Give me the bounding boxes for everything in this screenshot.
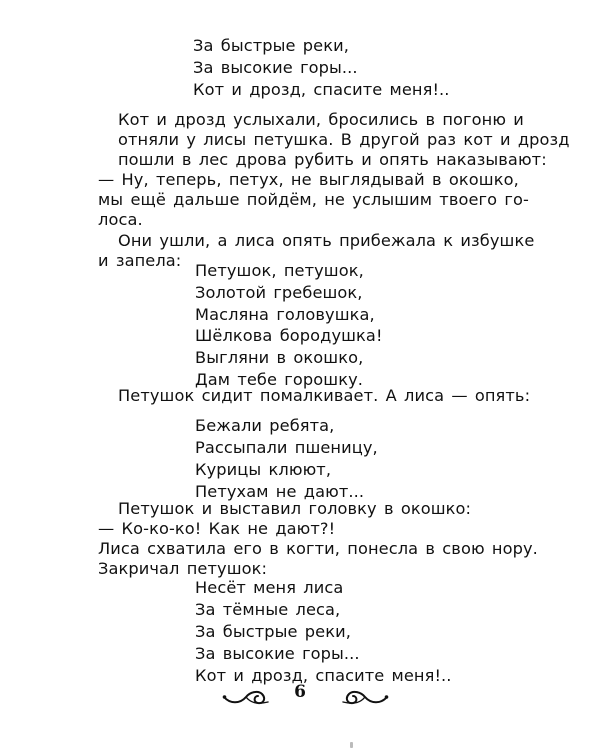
prose-line: Петушок и выставил головку в окошко: xyxy=(118,499,472,518)
prose-line: Лиса схватила его в когти, понесла в свою нору. xyxy=(98,539,538,558)
page-number: 6 xyxy=(294,682,306,702)
verse-line: За тёмные леса, xyxy=(195,600,341,619)
verse-line: Дам тебе горошку. xyxy=(195,370,364,389)
prose-line: лоса. xyxy=(98,210,143,229)
prose-line: пошли в лес дрова рубить и опять наказывают: xyxy=(118,150,547,169)
verse-line: Выгляни в окошко, xyxy=(195,348,364,367)
verse-line: За высокие горы... xyxy=(193,58,358,77)
prose-line: мы ещё дальше пойдём, не услышим твоего го- xyxy=(98,190,529,209)
verse-line: Шёлкова бородушка! xyxy=(195,326,383,345)
verse-line: За быстрые реки, xyxy=(193,36,349,55)
prose-line: Закричал петушок: xyxy=(98,559,268,578)
prose-line: — Ко-ко-ко! Как не дают?! xyxy=(98,519,336,538)
verse-line: За высокие горы... xyxy=(195,644,360,663)
flourish-right-ornament xyxy=(339,682,389,708)
prose-line: Петушок сидит помалкивает. А лиса — опять: xyxy=(118,386,531,405)
verse-line: Рассыпали пшеницу, xyxy=(195,438,378,457)
verse-line: Кот и дрозд, спасите меня!.. xyxy=(193,80,450,99)
verse-line: Курицы клюют, xyxy=(195,460,332,479)
verse-line: Бежали ребята, xyxy=(195,416,335,435)
verse-line: Масляна головушка, xyxy=(195,305,375,324)
prose-line: и запела: xyxy=(98,251,182,270)
verse-line: Петушок, петушок, xyxy=(195,261,364,280)
prose-line: Кот и дрозд услыхали, бросились в погоню и xyxy=(118,110,524,129)
verse-line: Кот и дрозд, спасите меня!.. xyxy=(195,666,452,685)
prose-line: отняли у лисы петушка. В другой раз кот и дрозд xyxy=(118,130,570,149)
flourish-left-ornament xyxy=(222,682,272,708)
prose-line: — Ну, теперь, петух, не выглядывай в окошко, xyxy=(98,170,519,189)
verse-line: За быстрые реки, xyxy=(195,622,351,641)
verse-line: Золотой гребешок, xyxy=(195,283,363,302)
prose-line: Они ушли, а лиса опять прибежала к избушке xyxy=(118,231,535,250)
scan-mark xyxy=(350,742,353,748)
page-footer xyxy=(0,676,600,716)
verse-line: Петухам не дают... xyxy=(195,482,365,501)
verse-line: Несёт меня лиса xyxy=(195,578,344,597)
